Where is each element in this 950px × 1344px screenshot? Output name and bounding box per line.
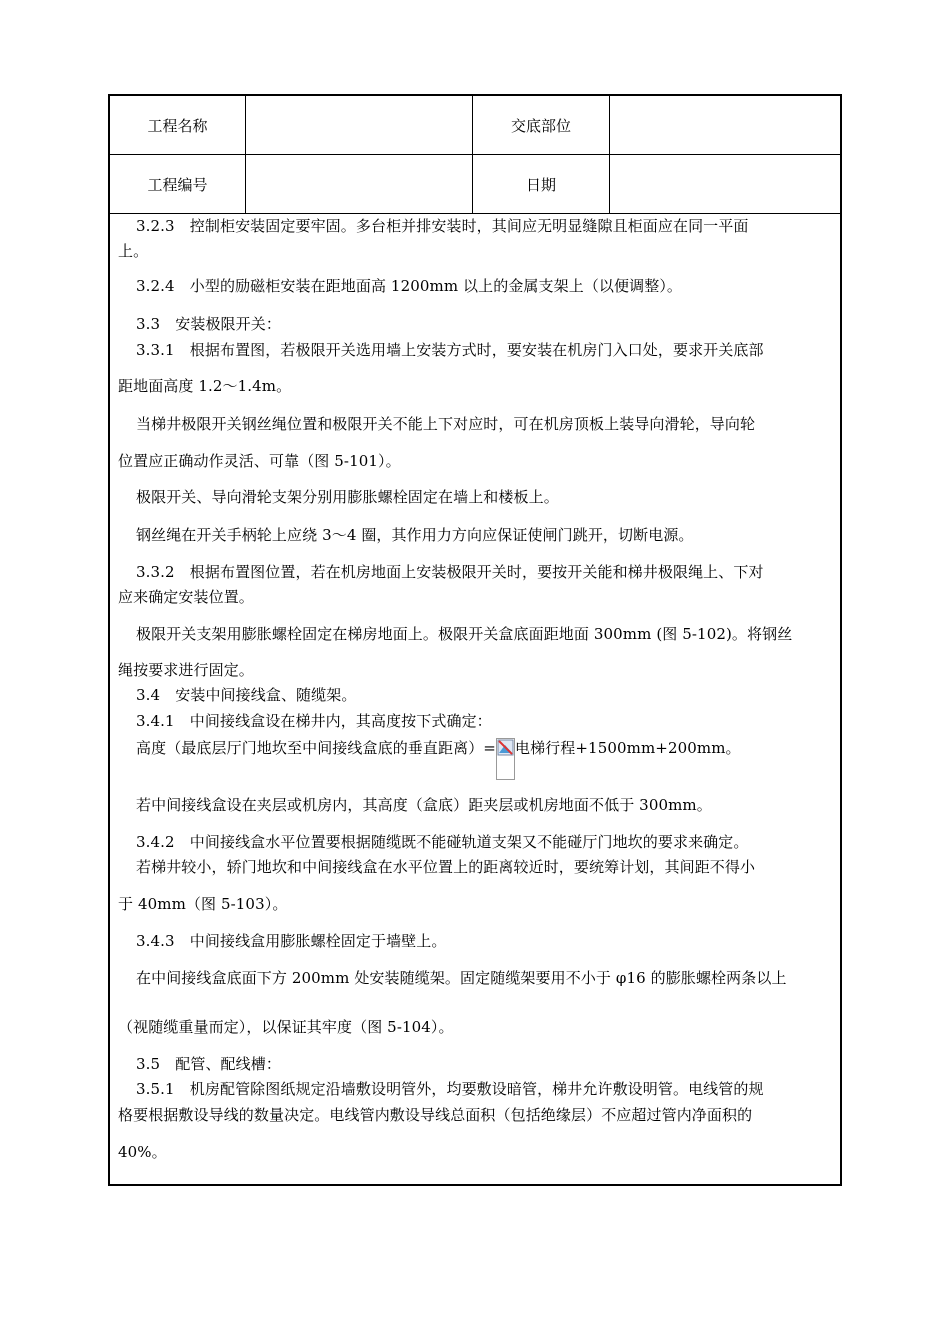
para-3-5: 3.5 配管、配线槽： — [136, 1055, 281, 1073]
location-label: 交底部位 — [473, 96, 610, 155]
header-table — [110, 96, 840, 214]
para-3-2-3-line1: 3.2.3 控制柜安装固定要牢固。多台柜并排安装时，其间应无明显缝隙且柜面应在同一平面 — [136, 217, 749, 235]
formula-prefix: 高度（最底层厅门地坎至中间接线盒底的垂直距离）= — [136, 739, 496, 757]
para-3-4-1: 3.4.1 中间接线盒设在梯井内，其高度按下式确定： — [136, 712, 492, 730]
para-3-3-2-line1: 3.3.2 根据布置图位置，若在机房地面上安装极限开关时，要按开关能和梯井极限绳上、下对 — [136, 563, 764, 581]
broken-image-icon — [496, 738, 515, 780]
para-3-3-1-line2: 距地面高度 1.2～1.4m。 — [118, 377, 292, 395]
para-3-3-1-line1: 3.3.1 根据布置图，若极限开关选用墙上安装方式时，要安装在机房门入口处，要求开关底部 — [136, 341, 764, 359]
para-bracket: 极限开关、导向滑轮支架分别用膨胀螺栓固定在墙上和楼板上。 — [136, 488, 559, 506]
para-3-4-3: 3.4.3 中间接线盒用膨胀螺栓固定于墙壁上。 — [136, 932, 447, 950]
para-pulley-line2: 位置应正确动作灵活、可靠（图 5-101）。 — [118, 452, 401, 470]
project-name-label: 工程名称 — [110, 96, 246, 155]
project-no-field[interactable] — [246, 155, 473, 214]
date-field[interactable] — [610, 155, 841, 214]
para-3-5-1-line3: 40%。 — [118, 1143, 167, 1161]
para-3-3: 3.3 安装极限开关： — [136, 315, 281, 333]
para-3-5-1-line1: 3.5.1 机房配管除图纸规定沿墙敷设明管外，均要敷设暗管，梯井允许敷设明管。电线管的规 — [136, 1080, 764, 1098]
location-field[interactable] — [610, 96, 841, 155]
document-frame — [108, 94, 842, 1186]
para-switch-box-line1: 极限开关支架用膨胀螺栓固定在梯房地面上。极限开关盒底面距地面 300mm (图 5-102)。将钢丝 — [136, 625, 793, 643]
para-3-4-2: 3.4.2 中间接线盒水平位置要根据随缆既不能碰轨道支架又不能碰厅门地坎的要求来确定。 — [136, 833, 749, 851]
para-3-5-1-line2: 格要根据敷设导线的数量决定。电线管内敷设导线总面积（包括绝缘层）不应超过管内净面积的 — [118, 1106, 753, 1124]
date-label: 日期 — [473, 155, 610, 214]
formula-suffix: 电梯行程+1500mm+200mm。 — [514, 739, 741, 757]
para-cable-rack-line2: （视随缆重量而定），以保证其牢度（图 5-104）。 — [118, 1018, 454, 1036]
para-mezzanine: 若中间接线盒设在夹层或机房内，其高度（盒底）距夹层或机房地面不低于 300mm。 — [136, 796, 712, 814]
para-shaft-line1: 若梯井较小，轿门地坎和中间接线盒在水平位置上的距离较近时，要统筹计划，其间距不得小 — [136, 858, 756, 876]
para-height-formula — [118, 736, 834, 780]
para-3-4: 3.4 安装中间接线盒、随缆架。 — [136, 686, 357, 704]
para-3-2-3-line2: 上。 — [118, 242, 149, 260]
para-wire-rope: 钢丝绳在开关手柄轮上应绕 3～4 圈，其作用力方向应保证使闸门跳开，切断电源。 — [136, 526, 694, 544]
project-no-label: 工程编号 — [110, 155, 246, 214]
para-3-3-2-line2: 应来确定安装位置。 — [118, 588, 254, 606]
para-pulley-line1: 当梯井极限开关钢丝绳位置和极限开关不能上下对应时，可在机房顶板上装导向滑轮，导向轮 — [136, 415, 756, 433]
para-3-2-4: 3.2.4 小型的励磁柜安装在距地面高 1200mm 以上的金属支架上（以便调整）。 — [136, 277, 683, 295]
project-name-field[interactable] — [246, 96, 473, 155]
para-switch-box-line2: 绳按要求进行固定。 — [118, 661, 254, 679]
para-cable-rack-line1: 在中间接线盒底面下方 200mm 处安装随缆架。固定随缆架要用不小于 φ16 的膨胀螺栓两条以上 — [136, 969, 787, 987]
para-shaft-line2: 于 40mm（图 5-103）。 — [118, 895, 288, 913]
